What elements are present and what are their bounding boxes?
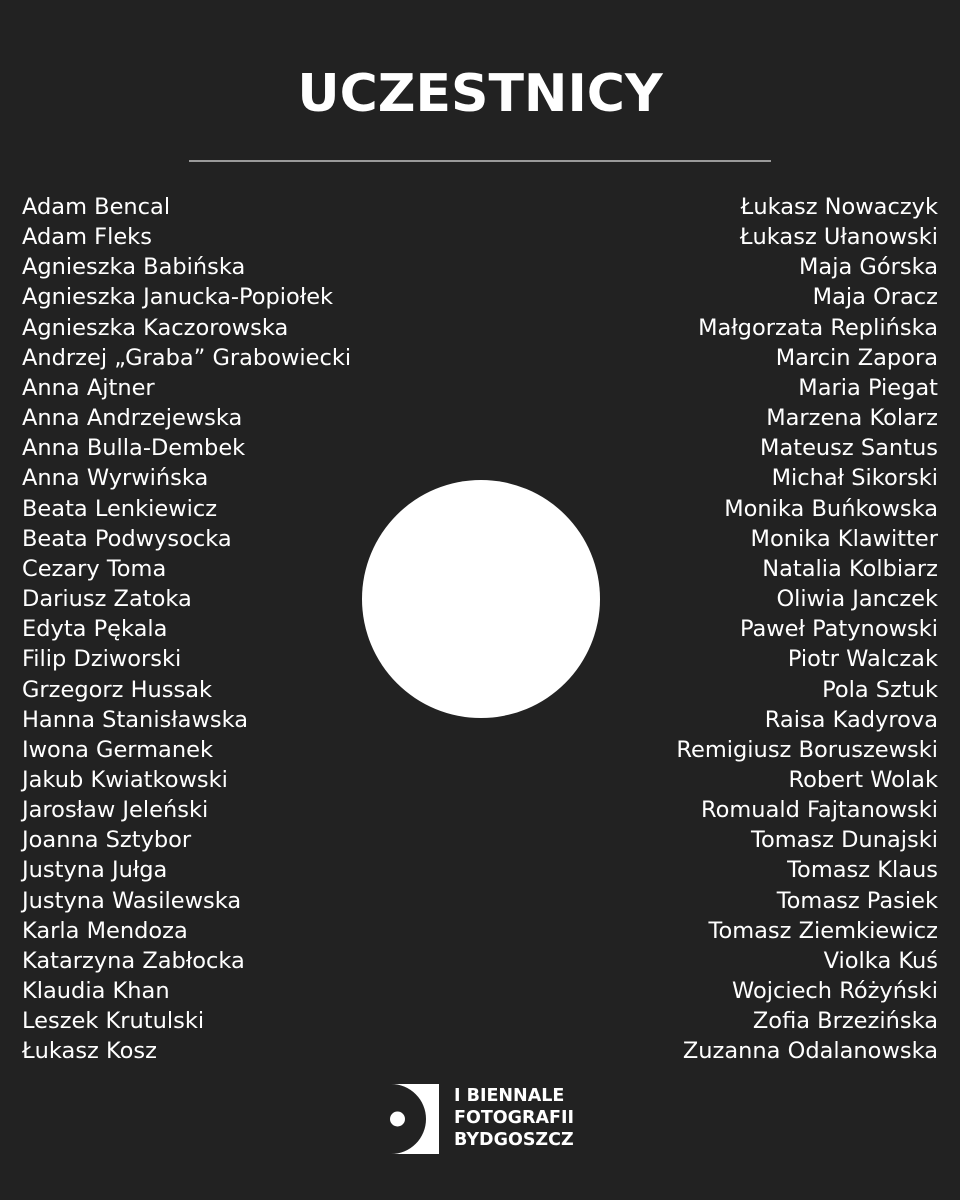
participant-name: Katarzyna Zabłocka — [22, 947, 245, 974]
participant-name: Violka Kuś — [823, 947, 938, 974]
participant-name: Monika Buńkowska — [724, 495, 938, 522]
participant-name: Grzegorz Hussak — [22, 676, 213, 703]
participant-name: Justyna Wasilewska — [22, 887, 242, 914]
title-divider — [189, 160, 771, 162]
participant-name: Tomasz Dunajski — [751, 827, 938, 854]
participant-name: Pola Sztuk — [822, 676, 938, 703]
participant-name: Piotr Walczak — [787, 646, 938, 673]
participant-name: Tomasz Klaus — [787, 857, 938, 884]
participant-name: Anna Wyrwińska — [22, 465, 209, 492]
participant-name: Andrzej „Graba” Grabowiecki — [22, 344, 352, 371]
participant-name: Filip Dziworski — [22, 646, 182, 673]
participant-name: Paweł Patynowski — [739, 616, 938, 643]
participant-name: Maja Oracz — [812, 284, 938, 311]
participant-name: Leszek Krutulski — [22, 1008, 205, 1035]
participant-name: Łukasz Nowaczyk — [740, 194, 938, 220]
page-title: UCZESTNICY — [297, 64, 663, 124]
participant-name: Remigiusz Boruszewski — [676, 736, 938, 763]
participant-name: Łukasz Ułanowski — [739, 224, 938, 251]
participant-name: Mateusz Santus — [760, 435, 938, 462]
participants-list-left — [22, 192, 351, 1067]
participant-name: Robert Wolak — [788, 766, 938, 793]
participant-name: Maria Piegat — [798, 374, 938, 401]
participant-name: Agnieszka Babińska — [22, 254, 246, 281]
participant-name: Wojciech Różyński — [732, 978, 938, 1005]
participant-name: Dariusz Zatoka — [22, 586, 192, 613]
participant-name: Natalia Kolbiarz — [762, 555, 938, 582]
participant-name: Monika Klawitter — [750, 525, 938, 552]
participant-name: Romuald Fajtanowski — [701, 797, 938, 824]
participant-name: Oliwia Janczek — [776, 586, 938, 613]
participant-name: Zofia Brzezińska — [752, 1008, 938, 1035]
participant-name: Adam Bencal — [22, 194, 171, 220]
participant-name: Justyna Jułga — [22, 857, 168, 884]
participant-name: Beata Lenkiewicz — [22, 495, 218, 522]
participant-name: Anna Ajtner — [22, 374, 155, 401]
participant-name: Beata Podwysocka — [22, 525, 232, 552]
participant-name: Agnieszka Janucka-Popiołek — [22, 284, 334, 311]
participant-name: Zuzanna Odalanowska — [682, 1038, 938, 1065]
participant-name: Marcin Zapora — [775, 344, 938, 371]
logo-line-2: FOTOGRAFII — [454, 1108, 575, 1128]
white-circle-graphic — [362, 480, 600, 718]
biennale-logo-text — [454, 1085, 574, 1151]
participant-name: Anna Andrzejewska — [22, 405, 243, 432]
participant-name: Anna Bulla-Dembek — [22, 435, 246, 462]
participant-name: Jakub Kwiatkowski — [22, 766, 228, 793]
participant-name: Edyta Pękala — [22, 616, 168, 643]
participant-name: Klaudia Khan — [22, 978, 170, 1005]
participant-name: Małgorzata Replińska — [698, 314, 938, 341]
biennale-logo — [383, 1084, 588, 1154]
logo-line-3: BYDGOSZCZ — [454, 1130, 574, 1150]
participant-name: Michał Sikorski — [771, 465, 938, 492]
participant-name: Cezary Toma — [22, 555, 167, 582]
participant-name: Maja Górska — [799, 254, 938, 281]
participant-name: Tomasz Ziemkiewicz — [708, 917, 938, 944]
participant-name: Joanna Sztybor — [22, 827, 192, 854]
participant-name: Adam Fleks — [22, 224, 152, 251]
participant-name: Marzena Kolarz — [766, 405, 938, 432]
logo-line-1: I BIENNALE — [454, 1086, 565, 1106]
participant-name: Hanna Stanisławska — [22, 706, 249, 733]
participant-name: Iwona Germanek — [22, 736, 213, 763]
participant-name: Tomasz Pasiek — [776, 887, 938, 914]
participants-list-right — [676, 192, 938, 1067]
biennale-logo-mark-icon — [383, 1084, 439, 1154]
participant-name: Agnieszka Kaczorowska — [22, 314, 289, 341]
participant-name: Karla Mendoza — [22, 917, 188, 944]
participant-name: Łukasz Kosz — [22, 1038, 157, 1065]
participant-name: Raisa Kadyrova — [764, 706, 938, 733]
participant-name: Jarosław Jeleński — [22, 797, 209, 824]
